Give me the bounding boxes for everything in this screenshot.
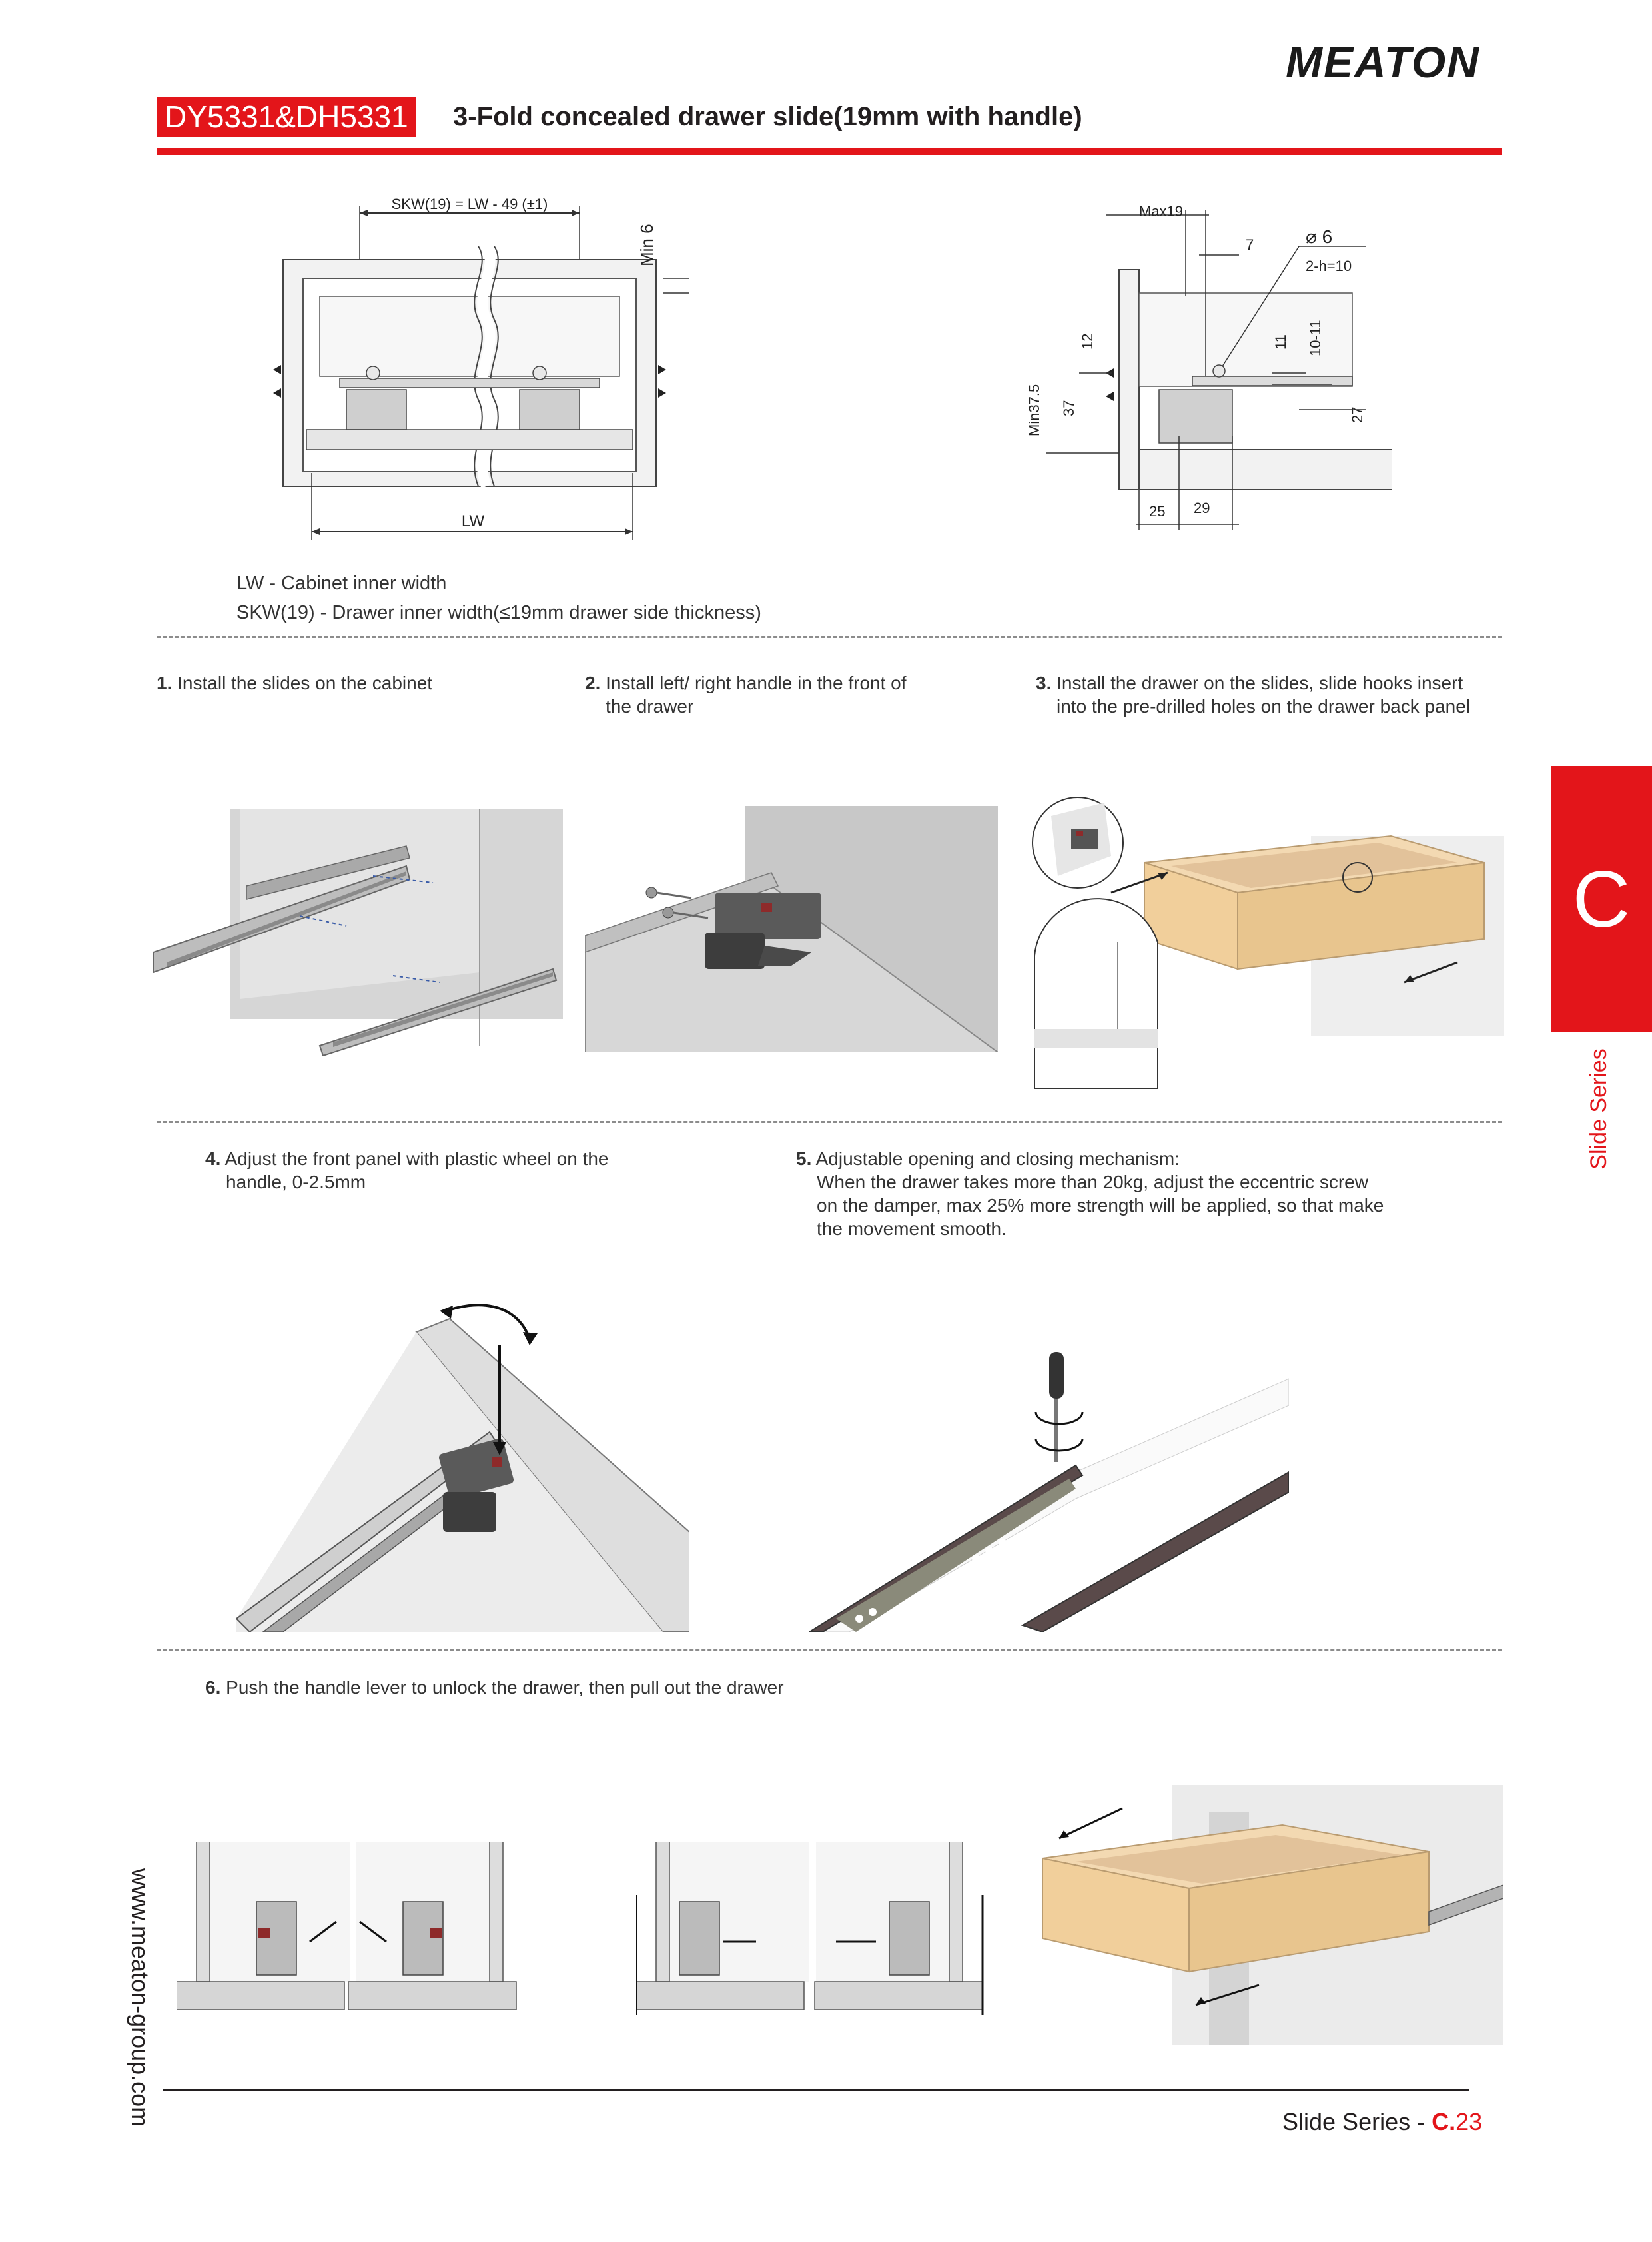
step4-illustration	[236, 1299, 689, 1632]
step6-pull-diagram	[636, 1842, 989, 2018]
section-label: Slide Series	[1586, 1048, 1611, 1170]
step6-handle-lever-diagram	[177, 1842, 523, 2012]
website-url: www.meaton-group.com	[127, 1868, 154, 2127]
step3-illustration	[1031, 776, 1504, 1089]
footer-page-label: Slide Series - C.23	[1282, 2108, 1483, 2135]
section-divider-1	[157, 636, 1502, 638]
step-6: 6. Push the handle lever to unlock the drawer, then pull out the drawer	[205, 1677, 784, 1698]
min375-label: Min37.5	[1026, 384, 1042, 436]
front-dimension-diagram	[266, 193, 733, 546]
section-divider-3	[157, 1649, 1502, 1651]
step1-illustration	[153, 806, 566, 1056]
step6-drawer-open-illustration	[1029, 1785, 1503, 2052]
footer-rule	[163, 2089, 1469, 2091]
step-3: 3. Install the drawer on the slides, slide hooks insert into the pre-drilled holes on the drawer back panel	[1036, 673, 1471, 717]
max19-label: Max19	[1139, 203, 1184, 220]
page-title: 3-Fold concealed drawer slide(19mm with handle)	[453, 102, 1082, 131]
dim-27-label: 27	[1349, 406, 1366, 423]
dim-12-label: 12	[1079, 333, 1096, 350]
product-code-badge: DY5331&DH5331	[157, 97, 416, 137]
dim-25-label: 25	[1149, 503, 1166, 520]
dim-11-label: 11	[1272, 334, 1289, 350]
step-2: 2. Install left/ right handle in the front of the drawer	[585, 673, 907, 717]
step5-illustration	[809, 1339, 1289, 1632]
dia6-label: ⌀ 6	[1306, 226, 1333, 247]
brand-logo: MEATON	[1286, 37, 1480, 87]
dim-37-label: 37	[1060, 400, 1077, 416]
side-dimension-diagram	[1019, 196, 1392, 543]
step-4: 4. Adjust the front panel with plastic wheel on the handle, 0-2.5mm	[205, 1148, 609, 1192]
step-1: 1. Install the slides on the cabinet	[157, 673, 433, 693]
skw-dimension-label: SKW(19) = LW - 49 (±1)	[391, 196, 548, 212]
h10-label: 2-h=10	[1306, 258, 1352, 274]
section-divider-2	[157, 1121, 1502, 1123]
dim-1011-label: 10-11	[1307, 320, 1324, 356]
step2-illustration	[585, 806, 998, 1052]
section-tab-c: C	[1551, 766, 1652, 1032]
legend-skw: SKW(19) - Drawer inner width(≤19mm drawer side thickness)	[236, 602, 761, 623]
legend-lw: LW - Cabinet inner width	[236, 573, 447, 594]
dim-29-label: 29	[1194, 500, 1210, 516]
dim-7-label: 7	[1246, 236, 1254, 253]
step-5: 5. Adjustable opening and closing mechanism: When the drawer takes more than 20kg, adjust the eccentric screw on the damper, max 25% more strength will be applied, so that make the movement smooth.	[796, 1148, 1384, 1239]
min6-label: Min 6	[637, 224, 657, 266]
header-rule	[157, 148, 1502, 155]
lw-dimension-label: LW	[461, 512, 485, 530]
